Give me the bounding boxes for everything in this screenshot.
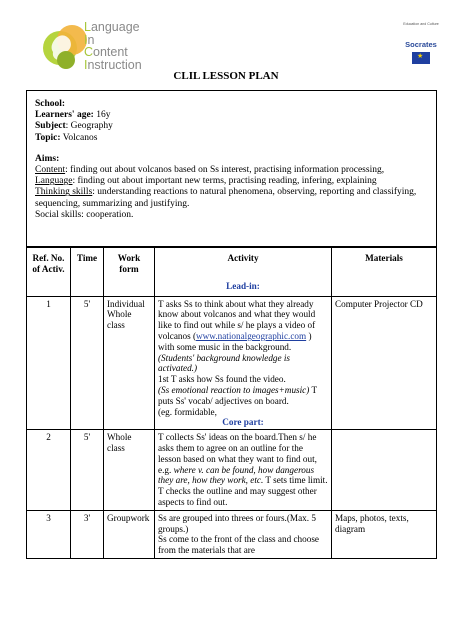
topic-line: Topic: Volcanos bbox=[35, 132, 98, 143]
cell-ref: 3 bbox=[27, 510, 71, 558]
logo-line: In bbox=[84, 32, 95, 47]
eu-small-text: Education and Culture bbox=[403, 22, 439, 26]
phase-core-part: Core part: bbox=[222, 417, 264, 428]
age-line: Learners' age: 16y bbox=[35, 110, 111, 121]
cell-time: 3' bbox=[71, 510, 104, 558]
subject-line: Subject: Geography bbox=[35, 121, 113, 132]
eu-socrates-logo bbox=[396, 22, 446, 64]
header-materials: Materials bbox=[332, 248, 437, 297]
cell-materials: Computer Projector CD bbox=[332, 296, 437, 430]
socrates-label: Socrates bbox=[405, 40, 437, 49]
logo-line: Language bbox=[84, 20, 140, 34]
cell-work: Whole class bbox=[104, 430, 155, 511]
cell-materials: Maps, photos, texts, diagram bbox=[332, 510, 437, 558]
page-title: CLIL LESSON PLAN bbox=[173, 70, 279, 82]
aims-social: Social skills: cooperation. bbox=[35, 209, 134, 220]
aims-language: Language: finding out about important new terms, practising reading, infering, explaining bbox=[35, 176, 377, 187]
cell-ref: 2 bbox=[27, 430, 71, 511]
cell-activity: T asks Ss to think about what they already know about volcanos and what they would like to find out while s/ he plays a video of volcanos (www.nationalgeographic.com ) with some music in the background. (Students' background knowledge is activated.) 1st T asks how Ss found the video. (Ss emotional reaction to images+music) T puts Ss' vocab/ adjectives on board. (eg. formidable, Core part: bbox=[155, 296, 332, 430]
cell-ref: 1 bbox=[27, 296, 71, 430]
logo-line: Instruction bbox=[84, 57, 142, 72]
cell-activity: Ss are grouped into threes or fours.(Max. 5 groups.) Ss come to the front of the class and choose from the materials that are bbox=[155, 510, 332, 558]
phase-lead-in: Lead-in: bbox=[226, 280, 260, 291]
cell-materials bbox=[332, 430, 437, 511]
header-activity: Activity Lead-in: bbox=[155, 248, 332, 297]
activity-table bbox=[26, 247, 437, 559]
eu-flag-icon bbox=[412, 52, 430, 64]
header-time: Time bbox=[71, 248, 104, 297]
cell-work: Individual Whole class bbox=[104, 296, 155, 430]
header-work: Work form bbox=[104, 248, 155, 297]
table-row bbox=[27, 296, 437, 430]
cell-activity: T collects Ss' ideas on the board.Then s/ he asks them to agree on an outline for the lesson based on what they want to find out, e.g. where v. can be found, how dangerous they are, how they work, etc. T sets time limit. T checks the outline and may suggest other aspects to find out. bbox=[155, 430, 332, 511]
aims-thinking: Thinking skills: understanding reactions to natural phenomena, observing, reporting and classifying, sequencing, summarizing and justifying. bbox=[35, 187, 417, 209]
aims-heading: Aims: bbox=[35, 153, 60, 164]
lesson-info-box bbox=[26, 90, 437, 247]
logo-line: Content bbox=[84, 45, 128, 60]
school-line: School: bbox=[35, 99, 66, 109]
cell-work: Groupwork bbox=[104, 510, 155, 558]
header-ref: Ref. No. of Activ. bbox=[27, 248, 71, 297]
cell-time: 5' bbox=[71, 296, 104, 430]
table-header-row bbox=[27, 248, 437, 297]
nationalgeographic-link[interactable]: www.nationalgeographic.com bbox=[196, 330, 307, 341]
table-row bbox=[27, 430, 437, 511]
cell-time: 5' bbox=[71, 430, 104, 511]
logo-wordmark bbox=[84, 21, 142, 71]
table-row bbox=[27, 510, 437, 558]
aims-content: Content: finding out about volcanos based on Ss interest, practising information processing, bbox=[35, 165, 385, 176]
